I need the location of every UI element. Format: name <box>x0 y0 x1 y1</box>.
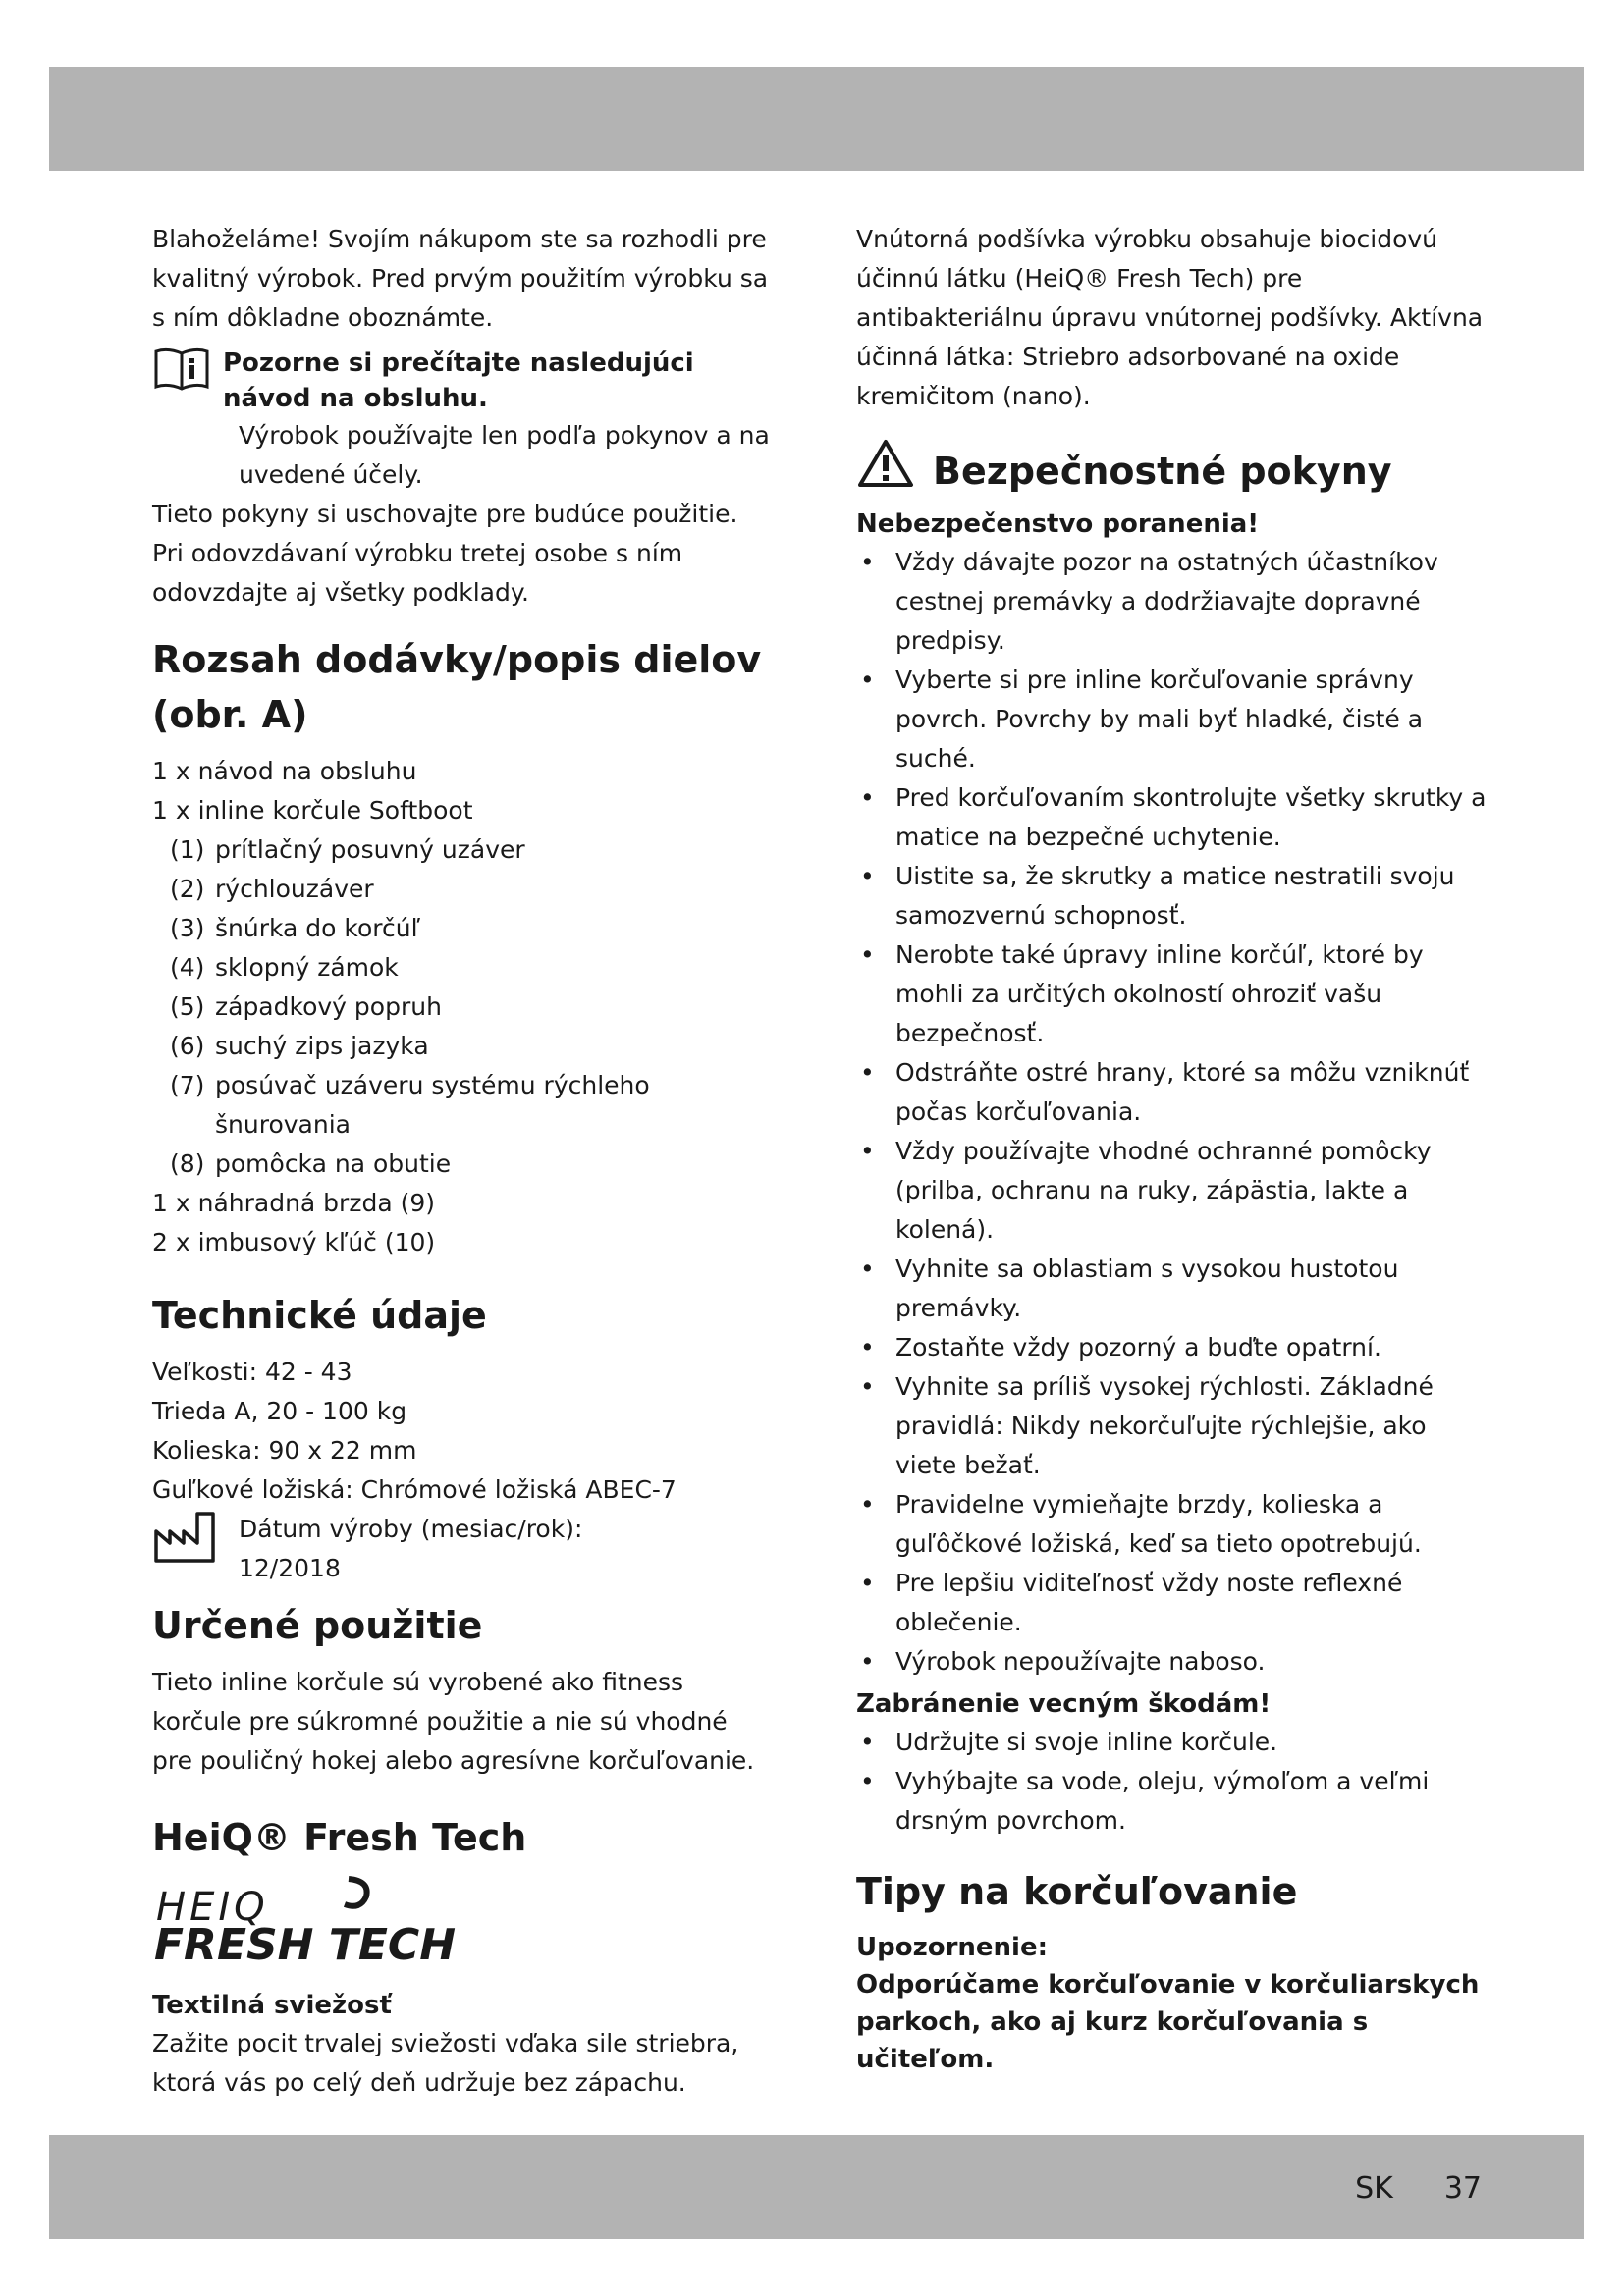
scope-line-3: 1 x náhradná brzda (9) <box>152 1189 436 1217</box>
part-item: (4) sklopný zámok <box>170 953 399 982</box>
notice-body-1: Výrobok používajte len podľa pokynov a na uvedené účely. <box>239 421 770 489</box>
heiq-fresh-tech-logo <box>152 1875 771 1969</box>
notice-title: Pozorne si prečítajte nasledujúci návod na obsluhu. <box>223 348 694 413</box>
scope-line-1: 1 x návod na obsluhu <box>152 757 417 785</box>
tech-line: Kolieska: 90 x 22 mm <box>152 1436 417 1465</box>
scope-line-2: 1 x inline korčule Softboot <box>152 796 473 825</box>
list-item: • Pre lepšiu viditeľnosť vždy noste reflexné oblečenie. <box>860 1569 1403 1636</box>
list-item: • Vždy dávajte pozor na ostatných účastníkov cestnej premávky a dodržiavajte dopravné predpisy. <box>860 548 1438 655</box>
parts-list <box>152 830 771 1184</box>
page-footer <box>1355 2171 1482 2206</box>
list-item: • Vyhýbajte sa vode, oleju, výmoľom a veľmi drsným povrchom. <box>860 1767 1430 1835</box>
fresh-subheading: Textilná sviežosť <box>152 1991 392 2020</box>
injury-bullets <box>856 543 1494 1682</box>
list-item: • Nerobte také úpravy inline korčúľ, ktoré by mohli za určitých okolností ohroziť vašu bezpečnosť. <box>860 940 1424 1047</box>
tech-line: Veľkosti: 42 - 43 <box>152 1358 352 1386</box>
list-item: • Pred korčuľovaním skontrolujte všetky skrutky a matice na bezpečné uchytenie. <box>860 783 1487 851</box>
left-column <box>152 220 771 2103</box>
header-band <box>49 67 1584 171</box>
footer-band <box>49 2135 1584 2239</box>
right-column <box>856 220 1494 2078</box>
part-item: (6) suchý zips jazyka <box>170 1032 429 1060</box>
list-item: • Vyhnite sa príliš vysokej rýchlosti. Základné pravidlá: Nikdy nekorčuľujte rýchlejšie, ako viete bežať. <box>860 1372 1434 1479</box>
manufacture-date <box>152 1510 771 1588</box>
lining-text: Vnútorná podšívka výrobku obsahuje biocidovú účinnú látku (HeiQ® Fresh Tech) pre antibakteriálnu úpravu vnútornej podšívky. Aktívna účinná látka: Striebro adsorbované na oxide kremičitom (nano). <box>856 225 1484 410</box>
part-item: (1) prítlačný posuvný uzáver <box>170 835 525 864</box>
injury-subheading: Nebezpečenstvo poranenia! <box>856 509 1260 539</box>
damage-bullets <box>856 1723 1494 1841</box>
list-item: • Pravidelne vymieňajte brzdy, kolieska a guľôčkové ložiská, keď sa tieto opotrebujú. <box>860 1490 1422 1558</box>
language-code: SK <box>1355 2171 1393 2206</box>
intro-text: Blahoželáme! Svojím nákupom ste sa rozhodli pre kvalitný výrobok. Pred prvým použitím výrobku sa s ním dôkladne oboznámte. <box>152 225 769 332</box>
tips-heading: Tipy na korčuľovanie <box>856 1870 1298 1913</box>
list-item: • Vyberte si pre inline korčuľovanie správny povrch. Povrchy by mali byť hladké, čisté a suché. <box>860 666 1424 773</box>
warning-icon <box>856 438 915 504</box>
part-item: (5) západkový popruh <box>170 992 442 1021</box>
part-item: (8) pomôcka na obutie <box>170 1149 452 1178</box>
manual-notice <box>152 346 771 416</box>
list-item: • Vždy používajte vhodné ochranné pomôcky (prilba, ochranu na ruky, zápästia, lakte a kolená). <box>860 1137 1432 1244</box>
tech-line: Trieda A, 20 - 100 kg <box>152 1397 407 1425</box>
notice-body-2: Tieto pokyny si uschovajte pre budúce použitie. Pri odovzdávaní výrobku tretej osobe s ním odovzdajte aj všetky podklady. <box>152 500 738 607</box>
list-item: • Zostaňte vždy pozorný a buďte opatrní. <box>860 1333 1381 1362</box>
heiq-heading: HeiQ® Fresh Tech <box>152 1816 527 1859</box>
damage-subheading: Zabránenie vecným škodám! <box>856 1689 1272 1719</box>
safety-heading: Bezpečnostné pokyny <box>933 449 1392 493</box>
page-number: 37 <box>1443 2171 1482 2206</box>
manual-book-icon <box>152 346 211 397</box>
tech-line: Guľkové ložiská: Chrómové ložiská ABEC-7 <box>152 1475 677 1504</box>
use-heading: Určené použitie <box>152 1604 483 1647</box>
scope-line-4: 2 x imbusový kľúč (10) <box>152 1228 436 1256</box>
part-item: (7) posúvač uzáveru systému rýchleho šnurovania <box>170 1071 650 1139</box>
tech-heading: Technické údaje <box>152 1294 487 1337</box>
list-item: • Odstráňte ostré hrany, ktoré sa môžu vzniknúť počas korčuľovania. <box>860 1058 1470 1126</box>
scope-heading: Rozsah dodávky/popis dielov (obr. A) <box>152 638 762 736</box>
part-item: (3) šnúrka do korčúľ <box>170 914 420 942</box>
safety-heading-row <box>856 438 1494 504</box>
fresh-text: Zažite pocit trvalej sviežosti vďaka sile striebra, ktorá vás po celý deň udržuje bez zápachu. <box>152 2029 739 2097</box>
logo-fresh-tech-text: FRESH TECH <box>154 1920 457 1965</box>
tips-note-label: Upozornenie: <box>856 1933 1048 1962</box>
list-item: • Výrobok nepoužívajte naboso. <box>860 1647 1266 1676</box>
part-item: (2) rýchlouzáver <box>170 875 374 903</box>
list-item: • Vyhnite sa oblastiam s vysokou hustotou premávky. <box>860 1255 1399 1322</box>
list-item: • Udržujte si svoje inline korčule. <box>860 1728 1278 1756</box>
date-value: 12/2018 <box>239 1554 341 1582</box>
factory-icon <box>152 1510 221 1569</box>
list-item: • Uistite sa, že skrutky a matice nestratili svoju samozvernú schopnosť. <box>860 862 1455 930</box>
date-label: Dátum výroby (mesiac/rok): <box>239 1515 583 1543</box>
use-text: Tieto inline korčule sú vyrobené ako fitness korčule pre súkromné použitie a nie sú vhodné pre pouličný hokej alebo agresívne korčuľovanie. <box>152 1668 755 1775</box>
tips-note-text: Odporúčame korčuľovanie v korčuliarskych parkoch, ako aj kurz korčuľovania s učiteľom. <box>856 1970 1480 2074</box>
logo-heiq-text: HEIQ <box>156 1885 269 1930</box>
